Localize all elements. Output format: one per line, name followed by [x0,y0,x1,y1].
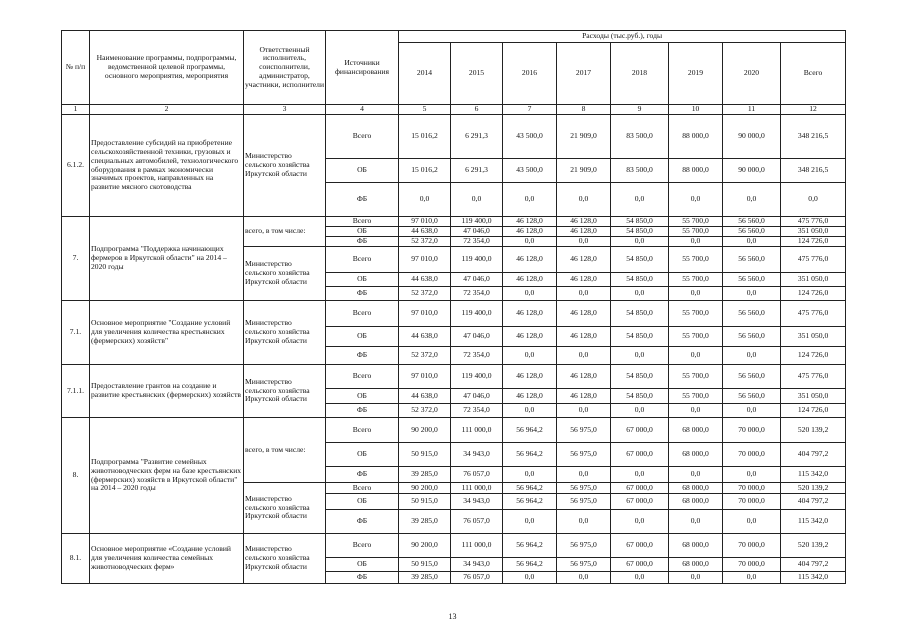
funding-source: ФБ [326,237,399,247]
value-cell: 50 915,0 [399,494,451,510]
table-body [62,115,846,584]
value-cell: 54 850,0 [611,327,669,347]
value-cell: 68 000,0 [669,494,723,510]
value-cell: 34 943,0 [451,558,503,572]
value-cell: 72 354,0 [451,287,503,301]
value-cell: 0,0 [669,347,723,365]
header-responsible: Ответственный исполнитель, соисполнители, администратор, участники, исполнители [244,31,326,105]
value-cell: 46 128,0 [503,227,557,237]
value-cell: 46 128,0 [503,247,557,273]
value-cell: 0,0 [503,287,557,301]
value-cell: 0,0 [611,572,669,584]
total-cell: 404 797,2 [781,558,846,572]
total-cell: 475 776,0 [781,247,846,273]
program-name: Подпрограмма "Развитие семейных животноводческих ферм на базе крестьянских (фермерских) хозяйств в Иркутской области" на 2014 – 2020 годы [90,418,244,534]
funding-source: ФБ [326,572,399,584]
value-cell: 0,0 [611,237,669,247]
value-cell: 55 700,0 [669,273,723,287]
funding-source: ФБ [326,510,399,534]
table-row [62,534,846,558]
value-cell: 56 964,2 [503,534,557,558]
funding-source: ОБ [326,494,399,510]
value-cell: 83 500,0 [611,159,669,183]
value-cell: 54 850,0 [611,227,669,237]
value-cell: 56 560,0 [723,273,781,287]
table-row [62,418,846,443]
value-cell: 21 909,0 [557,159,611,183]
value-cell: 76 057,0 [451,510,503,534]
value-cell: 56 975,0 [557,534,611,558]
value-cell: 0,0 [723,287,781,301]
value-cell: 47 046,0 [451,327,503,347]
row-number: 7.1.1. [62,365,90,418]
column-index: 11 [723,105,781,115]
value-cell: 46 128,0 [503,365,557,389]
value-cell: 119 400,0 [451,247,503,273]
header-year: 2018 [611,43,669,105]
responsible-executor: Министерство сельского хозяйства Иркутской области [244,483,326,534]
funding-source: ФБ [326,183,399,217]
funding-source: ФБ [326,287,399,301]
value-cell: 44 638,0 [399,389,451,404]
value-cell: 119 400,0 [451,301,503,327]
value-cell: 119 400,0 [451,365,503,389]
value-cell: 47 046,0 [451,273,503,287]
value-cell: 56 975,0 [557,558,611,572]
value-cell: 0,0 [669,183,723,217]
value-cell: 56 560,0 [723,247,781,273]
value-cell: 97 010,0 [399,365,451,389]
value-cell: 0,0 [557,467,611,483]
value-cell: 72 354,0 [451,237,503,247]
header-no: № п/п [62,31,90,105]
program-name: Предоставление грантов на создание и развитие крестьянских (фермерских) хозяйств [90,365,244,418]
column-index: 9 [611,105,669,115]
program-name: Основное мероприятие «Создание условий для увеличения количества семейных животноводческих ферм» [90,534,244,584]
value-cell: 56 975,0 [557,443,611,467]
budget-table [61,30,846,584]
value-cell: 43 500,0 [503,159,557,183]
value-cell: 50 915,0 [399,558,451,572]
value-cell: 56 964,2 [503,418,557,443]
value-cell: 0,0 [669,467,723,483]
row-number: 7. [62,217,90,301]
value-cell: 0,0 [557,237,611,247]
value-cell: 50 915,0 [399,443,451,467]
funding-source: ОБ [326,389,399,404]
header-expenses: Расходы (тыс.руб.), годы [399,31,846,43]
total-cell: 404 797,2 [781,494,846,510]
value-cell: 21 909,0 [557,115,611,159]
value-cell: 56 560,0 [723,217,781,227]
value-cell: 88 000,0 [669,159,723,183]
table-row [62,217,846,227]
value-cell: 47 046,0 [451,227,503,237]
value-cell: 54 850,0 [611,389,669,404]
value-cell: 0,0 [503,237,557,247]
value-cell: 6 291,3 [451,115,503,159]
value-cell: 44 638,0 [399,227,451,237]
column-index: 8 [557,105,611,115]
value-cell: 72 354,0 [451,347,503,365]
value-cell: 55 700,0 [669,217,723,227]
header-year: 2016 [503,43,557,105]
responsible-executor: всего, в том числе: [244,217,326,247]
value-cell: 46 128,0 [557,217,611,227]
value-cell: 76 057,0 [451,467,503,483]
funding-source: ОБ [326,227,399,237]
total-cell: 351 050,0 [781,389,846,404]
value-cell: 0,0 [723,404,781,418]
table-header [62,31,846,115]
header-year: 2019 [669,43,723,105]
column-index: 3 [244,105,326,115]
total-cell: 475 776,0 [781,217,846,227]
program-name: Предоставление субсидий на приобретение сельскохозяйственной техники, грузовых и специальных автомобилей, технологического оборудования в рамках экономически значимых проектов, направленных на развитие мясного скотоводства [90,115,244,217]
value-cell: 0,0 [723,510,781,534]
value-cell: 68 000,0 [669,558,723,572]
value-cell: 0,0 [669,572,723,584]
value-cell: 0,0 [611,467,669,483]
value-cell: 0,0 [723,183,781,217]
value-cell: 54 850,0 [611,365,669,389]
value-cell: 56 560,0 [723,327,781,347]
total-cell: 115 342,0 [781,572,846,584]
total-cell: 124 726,0 [781,347,846,365]
value-cell: 76 057,0 [451,572,503,584]
header-year: 2014 [399,43,451,105]
value-cell: 46 128,0 [557,327,611,347]
total-cell: 475 776,0 [781,365,846,389]
value-cell: 97 010,0 [399,217,451,227]
funding-source: ОБ [326,273,399,287]
total-cell: 115 342,0 [781,510,846,534]
value-cell: 55 700,0 [669,301,723,327]
value-cell: 67 000,0 [611,558,669,572]
value-cell: 0,0 [557,510,611,534]
value-cell: 46 128,0 [503,327,557,347]
column-index: 5 [399,105,451,115]
value-cell: 46 128,0 [557,365,611,389]
value-cell: 56 964,2 [503,558,557,572]
program-name: Подпрограмма "Поддержка начинающих фермеров в Иркутской области" на 2014 – 2020 годы [90,217,244,301]
row-number: 6.1.2. [62,115,90,217]
value-cell: 39 285,0 [399,467,451,483]
responsible-executor: Министерство сельского хозяйства Иркутской области [244,115,326,217]
value-cell: 70 000,0 [723,558,781,572]
value-cell: 0,0 [611,510,669,534]
value-cell: 83 500,0 [611,115,669,159]
value-cell: 56 975,0 [557,418,611,443]
value-cell: 46 128,0 [503,301,557,327]
value-cell: 70 000,0 [723,443,781,467]
funding-source: ОБ [326,159,399,183]
value-cell: 56 560,0 [723,227,781,237]
value-cell: 67 000,0 [611,534,669,558]
value-cell: 15 016,2 [399,115,451,159]
value-cell: 56 560,0 [723,389,781,404]
value-cell: 0,0 [669,510,723,534]
value-cell: 56 964,2 [503,494,557,510]
funding-source: ОБ [326,327,399,347]
row-number: 8. [62,418,90,534]
value-cell: 90 200,0 [399,534,451,558]
value-cell: 0,0 [503,404,557,418]
funding-source: Всего [326,418,399,443]
total-cell: 124 726,0 [781,287,846,301]
total-cell: 404 797,2 [781,443,846,467]
value-cell: 0,0 [557,183,611,217]
value-cell: 0,0 [503,347,557,365]
value-cell: 55 700,0 [669,247,723,273]
value-cell: 56 560,0 [723,301,781,327]
value-cell: 0,0 [557,287,611,301]
value-cell: 47 046,0 [451,389,503,404]
value-cell: 111 000,0 [451,418,503,443]
value-cell: 0,0 [723,237,781,247]
column-index: 6 [451,105,503,115]
value-cell: 97 010,0 [399,301,451,327]
funding-source: ФБ [326,404,399,418]
value-cell: 54 850,0 [611,301,669,327]
value-cell: 39 285,0 [399,510,451,534]
total-cell: 115 342,0 [781,467,846,483]
value-cell: 0,0 [503,572,557,584]
responsible-executor: Министерство сельского хозяйства Иркутской области [244,365,326,418]
value-cell: 111 000,0 [451,534,503,558]
funding-source: ОБ [326,443,399,467]
value-cell: 0,0 [611,287,669,301]
value-cell: 55 700,0 [669,365,723,389]
value-cell: 90 200,0 [399,418,451,443]
value-cell: 15 016,2 [399,159,451,183]
value-cell: 68 000,0 [669,534,723,558]
responsible-executor: Министерство сельского хозяйства Иркутской области [244,301,326,365]
total-cell: 0,0 [781,183,846,217]
responsible-executor: Министерство сельского хозяйства Иркутской области [244,534,326,584]
value-cell: 0,0 [611,404,669,418]
value-cell: 52 372,0 [399,404,451,418]
funding-source: ОБ [326,558,399,572]
header-source: Источники финансирования [326,31,399,105]
value-cell: 56 964,2 [503,483,557,494]
value-cell: 0,0 [557,347,611,365]
value-cell: 70 000,0 [723,418,781,443]
value-cell: 55 700,0 [669,327,723,347]
page-number: 13 [448,612,457,621]
value-cell: 46 128,0 [557,227,611,237]
table-row [62,365,846,389]
total-cell: 475 776,0 [781,301,846,327]
row-number: 8.1. [62,534,90,584]
header-year: 2017 [557,43,611,105]
value-cell: 46 128,0 [503,273,557,287]
value-cell: 67 000,0 [611,443,669,467]
value-cell: 46 128,0 [557,389,611,404]
value-cell: 34 943,0 [451,494,503,510]
value-cell: 56 975,0 [557,494,611,510]
value-cell: 46 128,0 [557,273,611,287]
value-cell: 88 000,0 [669,115,723,159]
value-cell: 55 700,0 [669,389,723,404]
total-cell: 520 139,2 [781,418,846,443]
total-cell: 520 139,2 [781,483,846,494]
program-name: Основное мероприятие "Создание условий для увеличения количества крестьянских (фермерских) хозяйств" [90,301,244,365]
value-cell: 70 000,0 [723,534,781,558]
value-cell: 56 560,0 [723,365,781,389]
value-cell: 0,0 [451,183,503,217]
column-index: 1 [62,105,90,115]
value-cell: 44 638,0 [399,273,451,287]
value-cell: 56 964,2 [503,443,557,467]
responsible-executor: всего, в том числе: [244,418,326,483]
value-cell: 46 128,0 [503,217,557,227]
value-cell: 46 128,0 [503,389,557,404]
header-year: 2020 [723,43,781,105]
funding-source: Всего [326,115,399,159]
value-cell: 0,0 [611,183,669,217]
value-cell: 55 700,0 [669,227,723,237]
value-cell: 67 000,0 [611,418,669,443]
value-cell: 67 000,0 [611,494,669,510]
value-cell: 0,0 [503,183,557,217]
funding-source: Всего [326,247,399,273]
funding-source: ФБ [326,347,399,365]
column-index: 12 [781,105,846,115]
value-cell: 54 850,0 [611,217,669,227]
value-cell: 68 000,0 [669,483,723,494]
value-cell: 90 000,0 [723,115,781,159]
value-cell: 0,0 [557,404,611,418]
table-row [62,301,846,327]
total-cell: 351 050,0 [781,227,846,237]
row-number: 7.1. [62,301,90,365]
value-cell: 0,0 [503,510,557,534]
value-cell: 43 500,0 [503,115,557,159]
value-cell: 70 000,0 [723,483,781,494]
value-cell: 97 010,0 [399,247,451,273]
value-cell: 67 000,0 [611,483,669,494]
header-year: 2015 [451,43,503,105]
value-cell: 46 128,0 [557,301,611,327]
value-cell: 52 372,0 [399,347,451,365]
value-cell: 90 200,0 [399,483,451,494]
total-cell: 348 216,5 [781,115,846,159]
funding-source: Всего [326,534,399,558]
value-cell: 54 850,0 [611,273,669,287]
value-cell: 46 128,0 [557,247,611,273]
value-cell: 0,0 [723,572,781,584]
total-cell: 348 216,5 [781,159,846,183]
value-cell: 52 372,0 [399,287,451,301]
total-cell: 520 139,2 [781,534,846,558]
value-cell: 0,0 [723,467,781,483]
value-cell: 0,0 [669,404,723,418]
value-cell: 34 943,0 [451,443,503,467]
total-cell: 124 726,0 [781,404,846,418]
value-cell: 68 000,0 [669,443,723,467]
value-cell: 0,0 [723,347,781,365]
column-index: 2 [90,105,244,115]
value-cell: 6 291,3 [451,159,503,183]
funding-source: Всего [326,365,399,389]
column-index: 7 [503,105,557,115]
value-cell: 0,0 [669,287,723,301]
value-cell: 0,0 [503,467,557,483]
value-cell: 0,0 [399,183,451,217]
value-cell: 54 850,0 [611,247,669,273]
value-cell: 39 285,0 [399,572,451,584]
header-name: Наименование программы, подпрограммы, ведомственной целевой программы, основного мероприятия, мероприятия [90,31,244,105]
funding-source: Всего [326,217,399,227]
value-cell: 90 000,0 [723,159,781,183]
value-cell: 70 000,0 [723,494,781,510]
total-cell: 351 050,0 [781,273,846,287]
funding-source: Всего [326,301,399,327]
value-cell: 111 000,0 [451,483,503,494]
table-row [62,115,846,159]
value-cell: 0,0 [557,572,611,584]
value-cell: 56 975,0 [557,483,611,494]
value-cell: 0,0 [611,347,669,365]
value-cell: 52 372,0 [399,237,451,247]
value-cell: 44 638,0 [399,327,451,347]
total-cell: 351 050,0 [781,327,846,347]
responsible-executor: Министерство сельского хозяйства Иркутской области [244,247,326,301]
total-cell: 124 726,0 [781,237,846,247]
funding-source: ФБ [326,467,399,483]
column-index: 10 [669,105,723,115]
value-cell: 68 000,0 [669,418,723,443]
funding-source: Всего [326,483,399,494]
column-index: 4 [326,105,399,115]
header-total: Всего [781,43,846,105]
value-cell: 0,0 [669,237,723,247]
value-cell: 119 400,0 [451,217,503,227]
value-cell: 72 354,0 [451,404,503,418]
